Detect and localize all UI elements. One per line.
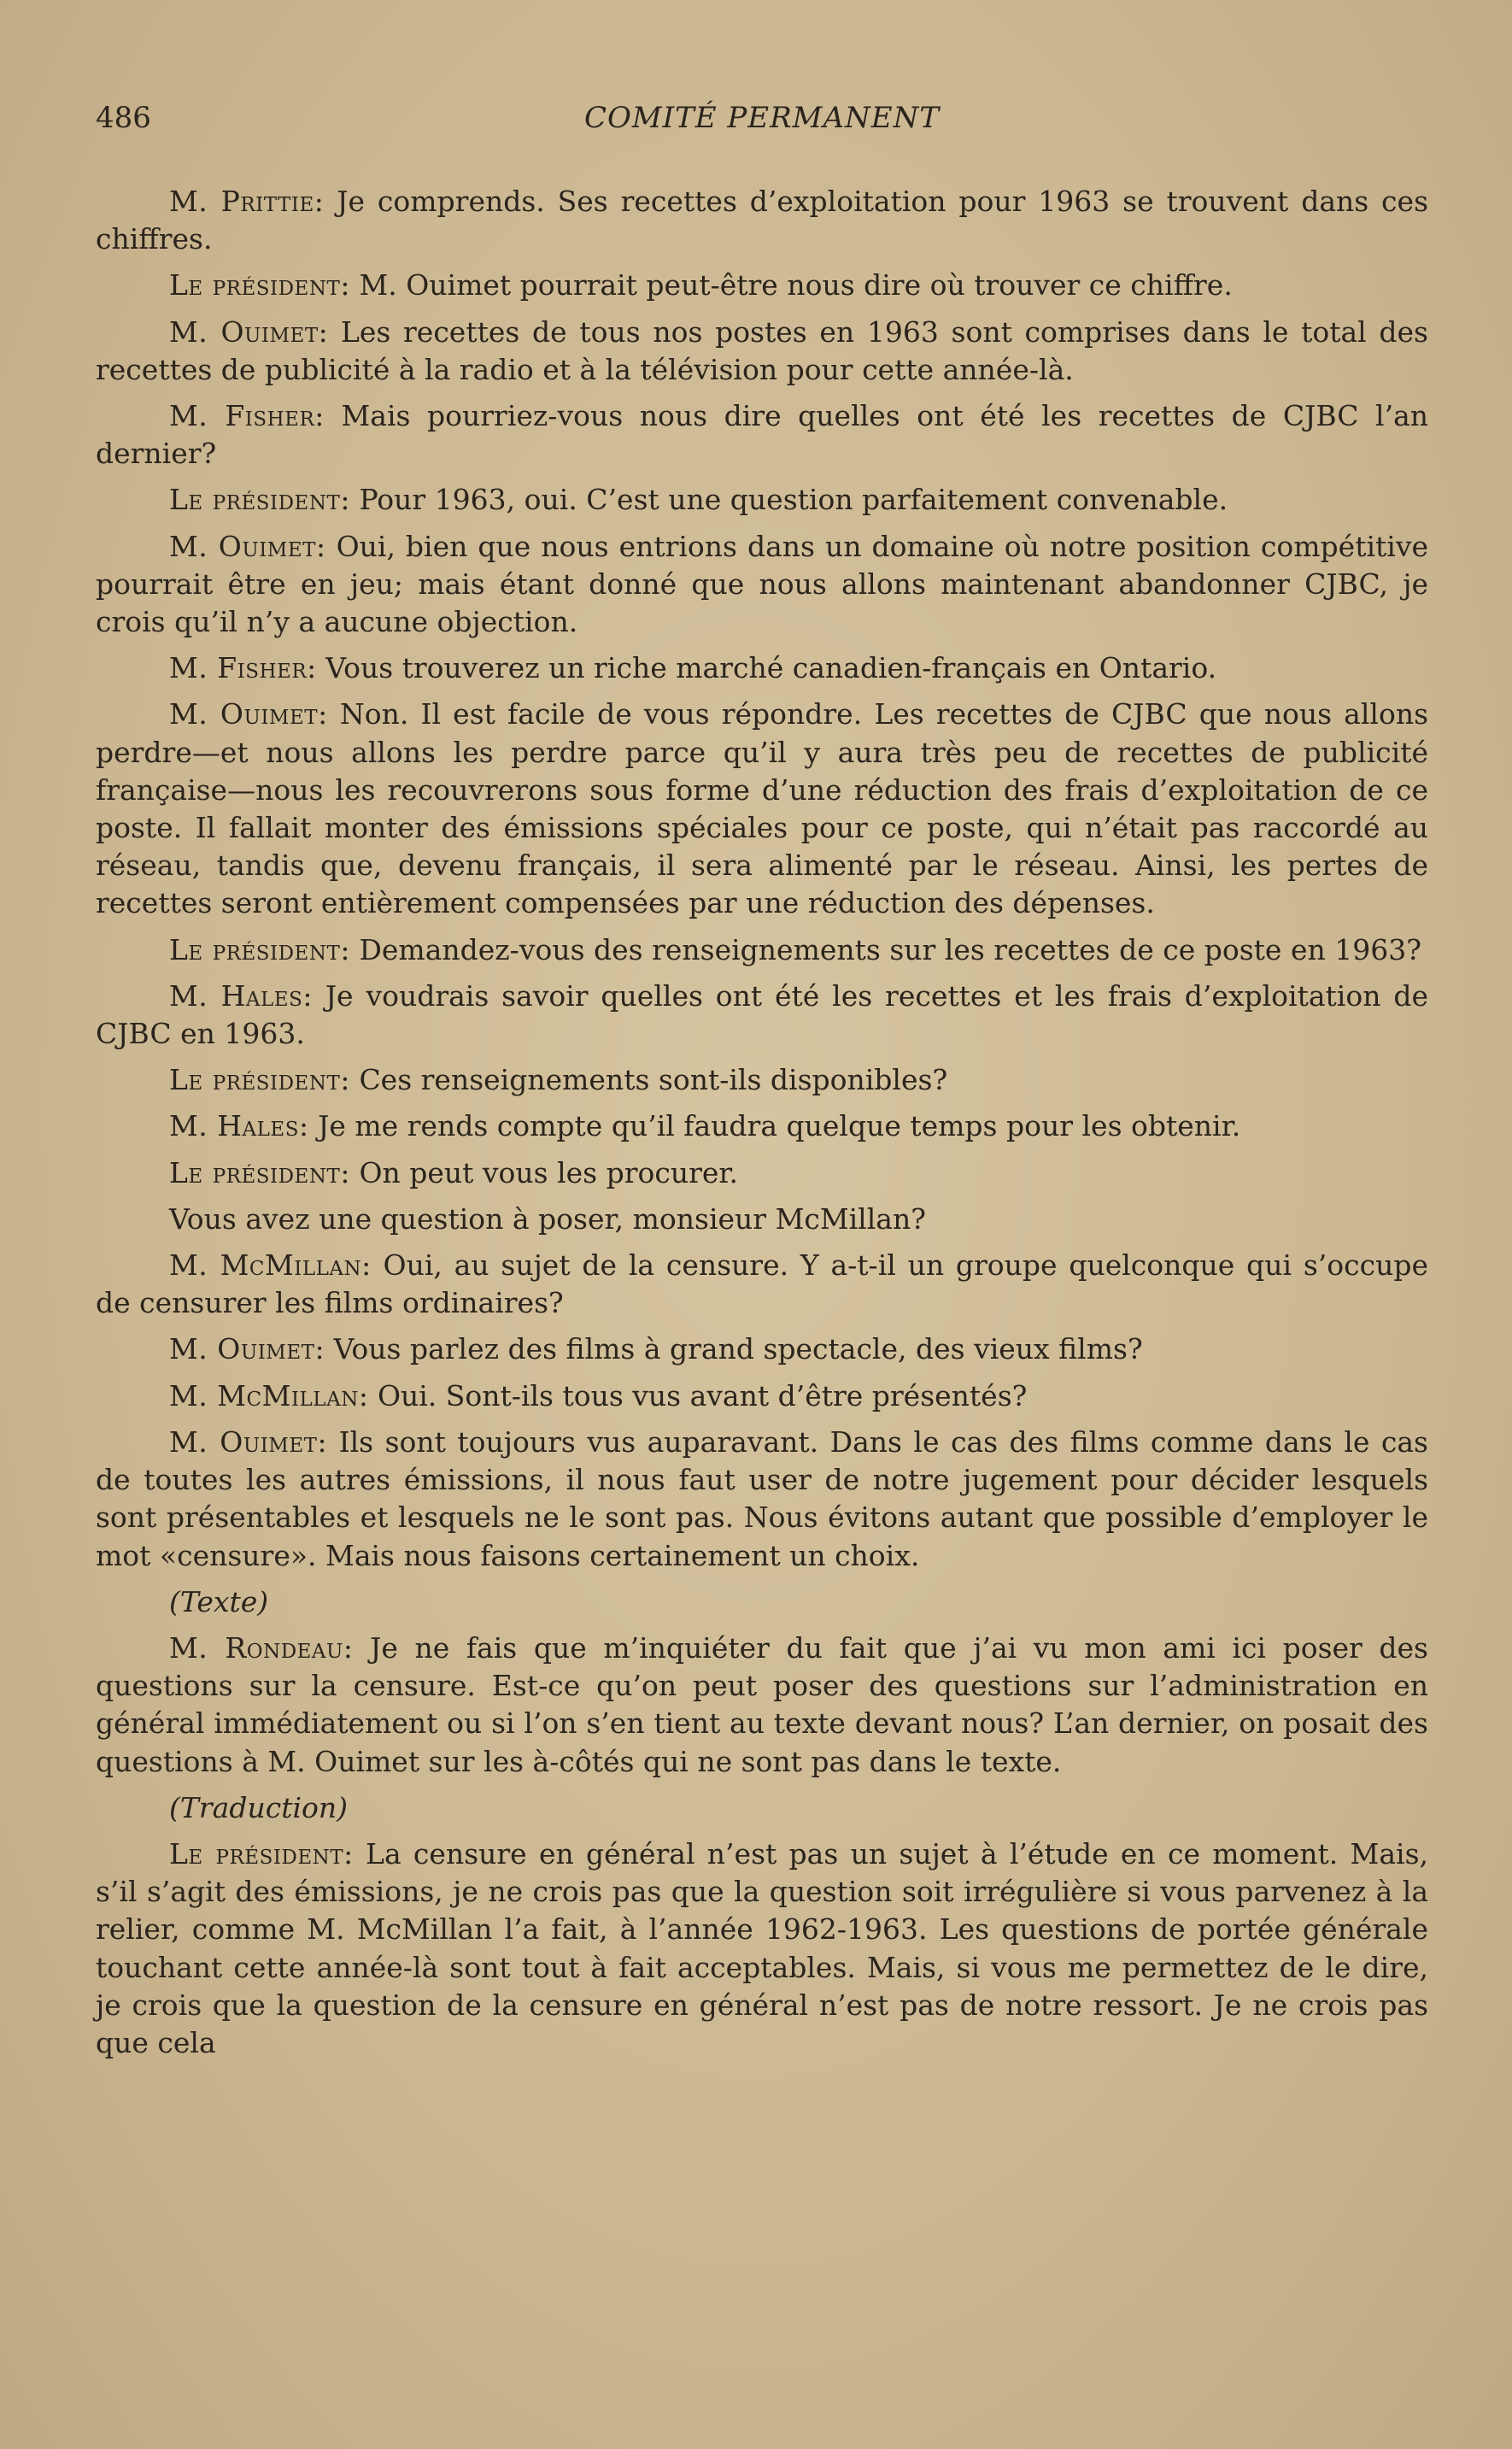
- speech-paragraph: [96, 1154, 1428, 1192]
- speaker-name: M. Fisher:: [169, 651, 317, 685]
- running-title: COMITÉ PERMANENT: [583, 101, 941, 135]
- speaker-name: Le président:: [169, 1836, 354, 1871]
- speech-paragraph: [96, 1377, 1428, 1415]
- speech-text: Je comprends. Ses recettes d’exploitation pour 1963 se trouvent dans ces chiffres.: [96, 185, 1429, 256]
- speaker-name: M. Ouimet:: [169, 314, 329, 349]
- speech-text: Vous trouverez un riche marché canadien-français en Ontario.: [325, 651, 1217, 685]
- speech-text: Oui, au sujet de la censure. Y a-t-il un groupe quelconque qui s’occupe de censurer les films ordinaires?: [96, 1248, 1428, 1320]
- speech-paragraph: [96, 1107, 1428, 1145]
- speaker-name: Le président:: [169, 1063, 350, 1097]
- speaker-name: M. Hales:: [169, 1109, 309, 1143]
- speaker-name: M. Fisher:: [169, 399, 325, 433]
- speaker-name: Le président:: [169, 483, 350, 517]
- speech-paragraph: [96, 1061, 1428, 1099]
- speaker-name: Le président:: [169, 268, 350, 302]
- speech-paragraph: [96, 696, 1428, 922]
- speech-text: Pour 1963, oui. C’est une question parfaitement convenable.: [359, 483, 1228, 517]
- speaker-name: M. Rondeau:: [169, 1630, 354, 1665]
- speech-text: La censure en général n’est pas un sujet à l’étude en ce moment. Mais, s’il s’agit des émissions, je ne crois pas que la question soit irrégulière si vous parvenez à la relier, comme M. McMillan l’a fait, à l’année 1962-1963. Les questions de portée générale touchant cette année-là sont tout à fait acceptables. Mais, si vous me permettez de le dire, je crois que la question de la censure en général n’est pas de notre ressort. Je ne crois pas que cela: [96, 1836, 1428, 2059]
- speech-text: On peut vous les procurer.: [359, 1155, 739, 1189]
- speaker-name: Le président:: [169, 932, 350, 966]
- speech-text: M. Ouimet pourrait peut-être nous dire où trouver ce chiffre.: [359, 268, 1233, 302]
- speech-text: Je voudrais savoir quelles ont été les recettes et les frais d’exploitation de CJBC en 1963.: [96, 978, 1428, 1051]
- speaker-name: M. McMillan:: [169, 1378, 369, 1412]
- speech-paragraph: [96, 528, 1428, 642]
- speaker-name: M. Ouimet:: [169, 1332, 325, 1366]
- speaker-name: M. Ouimet:: [169, 697, 328, 731]
- speech-paragraph: [96, 481, 1428, 519]
- speech-paragraph: [96, 267, 1428, 304]
- speaker-name: M. McMillan:: [169, 1248, 372, 1283]
- speech-paragraph: [96, 1424, 1428, 1575]
- speech-paragraph: [96, 931, 1428, 969]
- speaker-name: Le président:: [169, 1155, 350, 1189]
- speech-text: Demandez-vous des renseignements sur les recettes de ce poste en 1963?: [359, 932, 1421, 966]
- speaker-name: M. Prittie:: [169, 185, 325, 218]
- plain-paragraph: Vous avez une question à poser, monsieur McMillan?: [169, 1201, 926, 1236]
- speaker-name: M. Hales:: [169, 978, 313, 1013]
- page-number: 486: [96, 101, 151, 135]
- speech-paragraph: [96, 397, 1428, 473]
- speech-text: Je me rends compte qu’il faudra quelque temps pour les obtenir.: [318, 1109, 1241, 1143]
- speech-paragraph: [96, 1330, 1428, 1368]
- speech-paragraph: [96, 1247, 1428, 1322]
- speech-text: Oui, bien que nous entrions dans un domaine où notre position compétitive pourrait être en jeu; mais étant donné que nous allons maintenant abandonner CJBC, je crois qu’il n’y a aucune objection.: [96, 529, 1429, 639]
- speech-text: Mais pourriez-vous nous dire quelles ont été les recettes de CJBC l’an dernier?: [96, 399, 1428, 471]
- speech-paragraph: [96, 978, 1428, 1053]
- speech-text: Ils sont toujours vus auparavant. Dans le cas des films comme dans le cas de toutes les autres émissions, il nous faut user de notre jugement pour décider lesquels sont présentables et lesquels ne le sont pas. Nous évitons autant que possible d’employer le mot «censure». Mais nous faisons certainement un choix.: [96, 1424, 1428, 1572]
- speaker-name: M. Ouimet:: [169, 529, 326, 563]
- speech-text: Oui. Sont-ils tous vus avant d’être présentés?: [377, 1378, 1028, 1412]
- section-heading: (Texte): [169, 1584, 269, 1618]
- page-header: [96, 101, 1428, 144]
- speech-paragraph: [96, 1630, 1428, 1781]
- speech-paragraph: [96, 183, 1428, 258]
- speech-text: Vous parlez des films à grand spectacle, des vieux films?: [333, 1332, 1143, 1366]
- speech-text: Je ne fais que m’inquiéter du fait que j’ai vu mon ami ici poser des questions sur la censure. Est-ce qu’on peut poser des questions sur l’administration en général immédiatement ou si l’on s’en tient au texte devant nous? L’an dernier, on posait des questions à M. Ouimet sur les à-côtés qui ne sont pas dans le texte.: [96, 1630, 1428, 1778]
- speech-paragraph: [96, 314, 1428, 389]
- speech-paragraph: [96, 1835, 1428, 2062]
- section-heading: (Traduction): [169, 1790, 349, 1824]
- speech-text: Les recettes de tous nos postes en 1963 sont comprises dans le total des recettes de publicité à la radio et à la télévision pour cette année-là.: [96, 314, 1428, 386]
- speech-text: Non. Il est facile de vous répondre. Les recettes de CJBC que nous allons perdre—et nous allons les perdre parce qu’il y aura très peu de recettes de publicité française—nous les recouvrerons sous forme d’une réduction des frais d’exploitation de ce poste. Il fallait monter des émissions spéciales pour ce poste, qui n’était pas raccordé au réseau, tandis que, devenu français, il sera alimenté par le réseau. Ainsi, les pertes de recettes seront entièrement compensées par une réduction des dépenses.: [96, 697, 1429, 920]
- speech-text: Ces renseignements sont-ils disponibles?: [359, 1063, 948, 1097]
- speaker-name: M. Ouimet:: [169, 1424, 328, 1459]
- transcript-body: [96, 183, 1428, 2070]
- speech-paragraph: [96, 649, 1428, 687]
